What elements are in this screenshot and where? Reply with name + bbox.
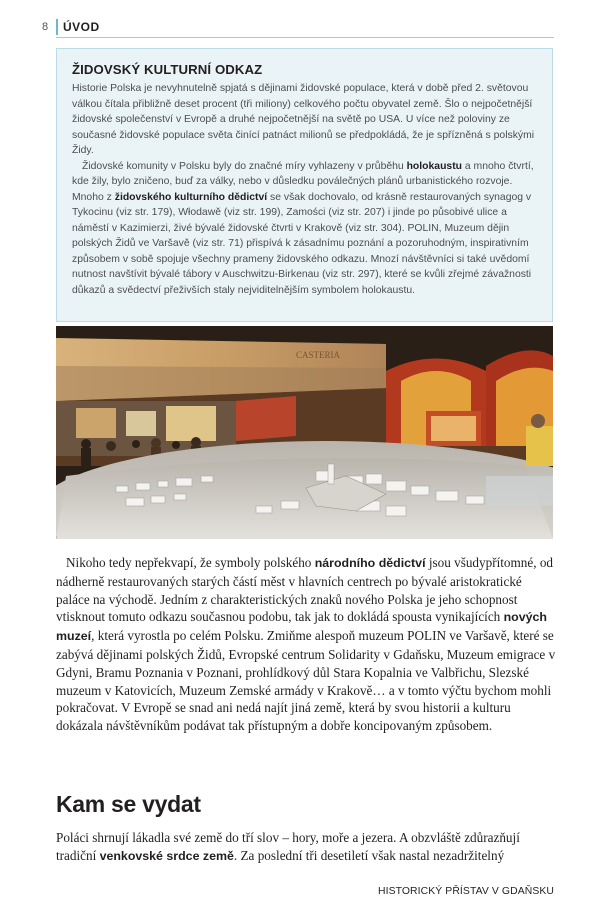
photo-banner-text: CASTERIA xyxy=(296,350,341,360)
body-text: Nikoho tedy nepřekvapí, že symboly polského xyxy=(66,555,315,570)
body-text: Poláci shrnují lákadla své země do tří slov – hory, moře a jezera. A obzvláště zdůrazňují tradiční xyxy=(56,830,520,863)
section-intro xyxy=(56,829,556,866)
body-text: , která vyrostla po celém Polsku. Zmiňme alespoň muzeum POLIN ve Varšavě, které se zabývá dějinami polských Židů, Evropské centrum Solidarity v Gdaňsku, Muzeum emigrace v Gdyni, Bramu Poznania v Poznani, prohlídkový důl Stara Kopalnia ve Valbřichu, Slezské muzeum v Katovicích, Muzeum Zemské armády v Krakově… a v tomto výčtu bychom mohli pokračovat. V Evropě se snad ani nedá najít jiná země, která by svou historii a kulturu dokázala návštěvníkům podávat tak přístupným a dobře koncipovaným způsobem. xyxy=(56,628,556,734)
museum-photo-illustration xyxy=(56,326,553,539)
body-paragraph xyxy=(56,829,556,866)
page-header xyxy=(42,18,554,38)
sidebar-text: se však dochovalo, od krásně restaurovaných synagog v Tykocinu (viz str. 179), Włodawě (viz str. 199), Zamości (viz str. 207) i jinde po působivé ulice a náměstí v Kazimierzi, živé bývalé židovské čtvrti v Krakově (viz str. 304). POLIN, Muzeum dějin polských Židů ve Varšavě (viz str. 71) přispívá k zásadnímu poznání a pozoruhodným, inspirativním způsobem v sobě spojuje všechny prameny židovského odkazu. Mnozí návštěvníci si také uvědomí nutnost navštívit bývalé tábory v Auschwitzu-Birkenau (viz str. 297), které se kvůli zřejmé závažnosti důkazů a svědectví přeživších staly nejviditelnějším symbolem holokaustu. xyxy=(72,191,532,296)
sidebar-paragraph: Historie Polska je nevyhnutelně spjatá s dějinami židovské populace, která v době před 2. světovou válkou čítala přibližně deset procent (tři miliony) celkového počtu obyvatel země. Šlo o nejpočetnější židovské společenství v Evropě a druhé nejpočetnější na světě po USA. U více než poloviny ze současné židovské populace světa činící patnáct milionů se předpokládá, že je spřízněná s polskými Židy. xyxy=(72,83,535,156)
body-text: jsou všudypřítomné, od nádherně restaurovaných starých částí měst v hlavních centrech po bývalé aristokratické paláce na východě. Jedním z charakteristických znaků nového Polska je jeho schopnost vtisknout tomuto odkazu současnou podobu, tak jak to dokládá spousta vynikajících xyxy=(56,555,554,625)
body-paragraph xyxy=(56,554,556,735)
section-name: ÚVOD xyxy=(63,20,100,34)
sidebar-paragraph xyxy=(72,159,542,299)
bold-term: venkovské srdce země xyxy=(99,848,234,863)
museum-photo xyxy=(56,326,553,539)
sidebar-body xyxy=(72,81,542,298)
sidebar-bold-term: židovského kulturního dědictví xyxy=(114,191,268,203)
sidebar-box xyxy=(56,48,553,322)
bold-term: národního dědictví xyxy=(314,556,426,570)
sidebar-title: ŽIDOVSKÝ KULTURNÍ ODKAZ xyxy=(72,62,263,77)
header-rule xyxy=(56,37,554,38)
main-text xyxy=(56,554,556,735)
photo-caption: HISTORICKÝ PŘÍSTAV V GDAŇSKU xyxy=(377,886,554,897)
sidebar-bold-term: holokaustu xyxy=(406,160,462,172)
header-separator xyxy=(56,19,58,35)
sidebar-text: Židovské komunity v Polsku byly do značné míry vyhlazeny v průběhu xyxy=(82,160,407,172)
section-heading: Kam se vydat xyxy=(56,791,201,817)
sidebar-text: a mnoho čtvrtí, kde žily, bylo zničeno, buď za války, nebo v důsledku poválečných plánů urbanistického rozvoje. Mnoho z xyxy=(72,160,534,203)
page-number: 8 xyxy=(42,21,49,33)
bold-term: nových muzeí xyxy=(56,610,547,644)
body-text: . Za poslední tři desetiletí však nastal nezadržitelný xyxy=(233,847,505,863)
